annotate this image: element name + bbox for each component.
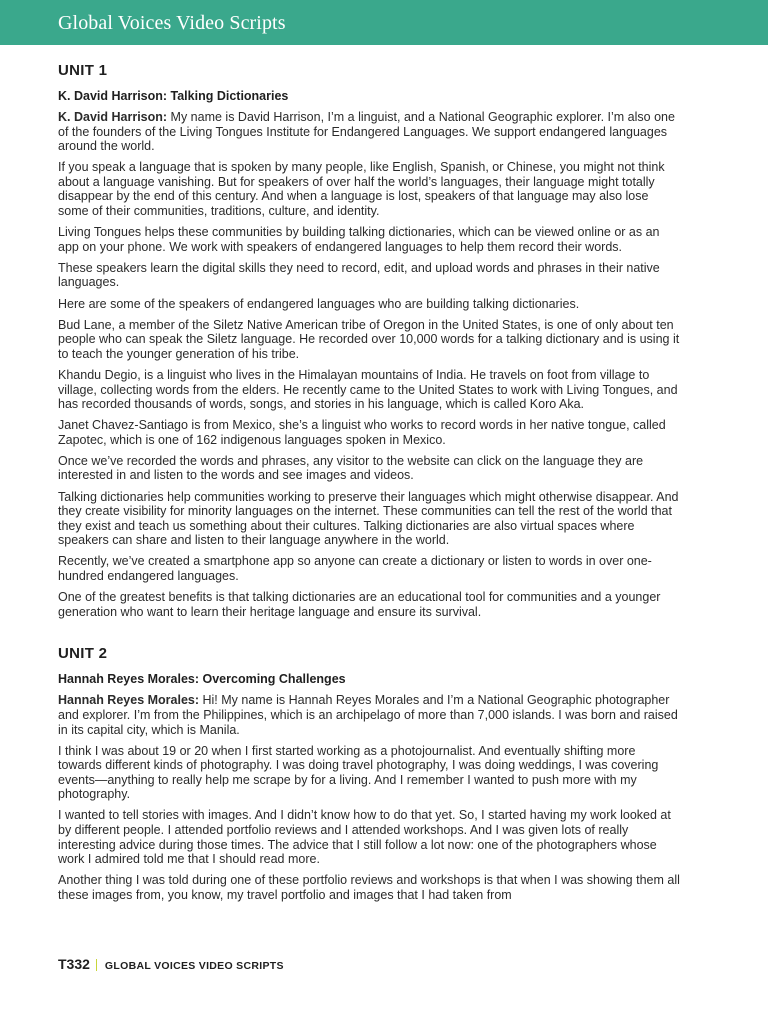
paragraph: Another thing I was told during one of these portfolio reviews and workshops is that when I was showing them all these images from, you know, my travel portfolio and images that I had taken from [58, 873, 680, 902]
paragraph: Talking dictionaries help communities working to preserve their languages which might otherwise disappear. And they create visibility for minority languages on the internet. These communities can tell the rest of the world that they exist and teach us something about their cultures. Talking dictionaries are also virtual spaces where speakers can share and listen to their language anywhere in the world. [58, 489, 679, 548]
unit2-heading: UNIT 2 [58, 645, 108, 663]
paragraph: Once we’ve recorded the words and phrases, any visitor to the website can click on the language they are interested in and listen to the words and see images and videos. [58, 453, 644, 483]
speaker-name: Hannah Reyes Morales: [58, 693, 200, 708]
speaker-name: K. David Harrison: [58, 110, 168, 124]
paragraph: Hannah Reyes Morales: Hi! My name is Hannah Reyes Morales and I’m a National Geographic photographer and explorer. I’m from the Philippines, which is an archipelago of more than 7,000 islands. I was born and raised in its capital city, which is Manila. [58, 693, 678, 737]
paragraph: I think I was about 19 or 20 when I first started working as a photojournalist. And eventually shifting more towards different kinds of photography. I was doing travel photography, I was doing weddings, I was covering events—anything to really help me scrape by for a living. And I remember I wanted to push more with my photography. [58, 743, 659, 802]
paragraph: I wanted to tell stories with images. And I didn’t know how to do that yet. So, I started having my work looked at by different people. I attended portfolio reviews and I attended workshops. And I was given lots of really interesting advice during those times. The advice that I still follow a lot now: one of the photographers whose work I admired told me that I should read more. [58, 808, 671, 867]
footer-divider [96, 959, 97, 971]
paragraph: Janet Chavez-Santiago is from Mexico, she’s a linguist who works to record words in her native tongue, called Zapotec, which is one of 162 indigenous languages spoken in Mexico. [58, 418, 666, 447]
paragraph: If you speak a language that is spoken by many people, like English, Spanish, or Chinese, you might not think about a language vanishing. But for speakers of over half the world’s languages, their language might totally disappear by the end of this century. And when a language is lost, speakers of that language may also lose some of their communities, traditions, culture, and identity. [58, 160, 665, 219]
header-title: Global Voices Video Scripts [58, 12, 286, 34]
page-header [0, 0, 768, 45]
paragraph: These speakers learn the digital skills they need to record, edit, and upload words and phrases in their native languages. [58, 260, 660, 290]
script-content [58, 62, 680, 909]
footer-label: GLOBAL VOICES VIDEO SCRIPTS [104, 960, 284, 972]
paragraph: K. David Harrison: My name is David Harrison, I’m a linguist, and a National Geographic explorer. I’m also one of the founders of the Living Tongues Institute for Endangered Languages. We support endangered languages around the world. [58, 110, 675, 154]
page-number: T332 [58, 956, 90, 972]
unit2-title: Hannah Reyes Morales: Overcoming Challenges [58, 672, 346, 687]
unit1-heading: UNIT 1 [58, 62, 108, 79]
paragraph: Khandu Degio, is a linguist who lives in the Himalayan mountains of India. He travels on foot from village to village, collecting words from the elders. He recently came to the United States to work with Living Tongues, and has recorded thousands of words, songs, and stories in his language, which is called Koro Aka. [58, 367, 678, 412]
paragraph: Recently, we’ve created a smartphone app so anyone can create a dictionary or listen to words in over one-hundred endangered languages. [58, 554, 652, 584]
paragraph: Living Tongues helps these communities by building talking dictionaries, which can be viewed online or as an app on your phone. We work with speakers of endangered languages to help them record their words. [58, 225, 660, 254]
page-footer [58, 956, 284, 974]
paragraph: One of the greatest benefits is that talking dictionaries are an educational tool for communities and a younger generation who want to learn their heritage language and ensure its survival. [58, 590, 661, 619]
unit1-title: K. David Harrison: Talking Dictionaries [58, 89, 289, 103]
paragraph: Bud Lane, a member of the Siletz Native American tribe of Oregon in the United States, is one of only about ten people who can speak the Siletz language. He recorded over 10,000 words for a talking dictionary and is using it to teach the younger generation of his tribe. [58, 317, 680, 361]
paragraph: Here are some of the speakers of endangered languages who are building talking dictionaries. [58, 296, 580, 311]
